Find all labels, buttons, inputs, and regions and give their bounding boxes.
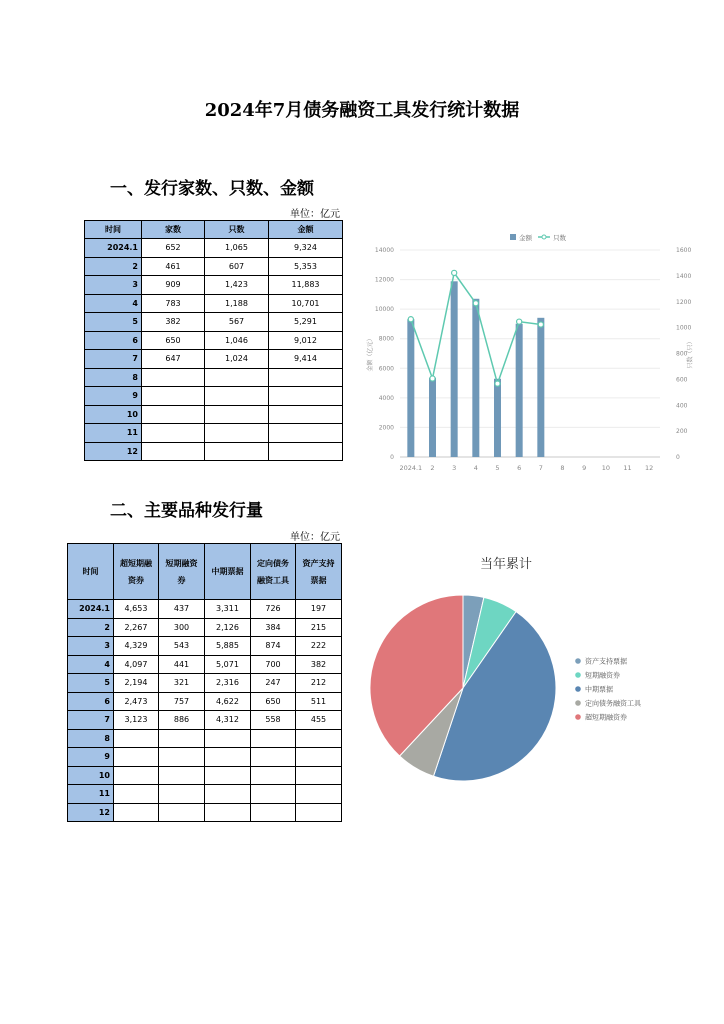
x-tick-label: 6 xyxy=(517,464,522,472)
table-cell: 5,291 xyxy=(269,313,343,332)
issuance-combo-chart xyxy=(360,226,700,478)
table-cell: 558 xyxy=(251,711,296,730)
table-cell: 4,329 xyxy=(114,637,159,656)
table-cell xyxy=(251,785,296,804)
y-left-tick-label: 14000 xyxy=(374,247,394,254)
y-left-tick-label: 2000 xyxy=(378,424,394,432)
y-right-tick-label: 600 xyxy=(676,376,688,384)
table-cell: 4,097 xyxy=(114,655,159,674)
pie-legend-label: 定向债务融资工具 xyxy=(585,699,641,708)
table-cell: 455 xyxy=(296,711,342,730)
table-cell: 2,267 xyxy=(114,618,159,637)
table-cell xyxy=(296,785,342,804)
y-right-tick-label: 1000 xyxy=(676,324,692,332)
table-row xyxy=(68,655,342,674)
table-cell: 1,423 xyxy=(205,276,269,295)
table-cell: 247 xyxy=(251,674,296,693)
row-header-cell: 4 xyxy=(68,655,114,674)
table-cell: 2,126 xyxy=(205,618,251,637)
table-cell xyxy=(114,785,159,804)
table-cell xyxy=(251,803,296,822)
row-header-cell: 8 xyxy=(85,368,142,387)
table-cell: 9,324 xyxy=(269,239,343,258)
row-header-cell: 5 xyxy=(68,674,114,693)
table-cell: 2,473 xyxy=(114,692,159,711)
row-header-cell: 12 xyxy=(85,442,142,461)
table-cell xyxy=(205,387,269,406)
table-row xyxy=(85,442,343,461)
y-right-tick-label: 1400 xyxy=(676,272,692,280)
table-row xyxy=(85,424,343,443)
table2-unit-label: 单位：亿元 xyxy=(290,532,340,543)
table-cell: 3,311 xyxy=(205,600,251,619)
table-row xyxy=(68,803,342,822)
row-header-cell: 5 xyxy=(85,313,142,332)
product-volume-table xyxy=(67,543,342,822)
table-cell: 1,188 xyxy=(205,294,269,313)
table-cell: 461 xyxy=(142,257,205,276)
column-header: 只数 xyxy=(205,221,269,239)
table-row xyxy=(85,313,343,332)
bar-amount xyxy=(472,299,479,457)
line-count-point xyxy=(430,376,435,381)
table-cell: 382 xyxy=(296,655,342,674)
row-header-cell: 9 xyxy=(68,748,114,767)
table-cell xyxy=(159,729,205,748)
table-cell: 10,701 xyxy=(269,294,343,313)
table-cell: 382 xyxy=(142,313,205,332)
bar-amount xyxy=(429,378,436,457)
y-left-tick-label: 12000 xyxy=(374,276,394,284)
pie-legend-swatch xyxy=(575,658,581,664)
x-tick-label: 3 xyxy=(452,464,457,472)
table-cell: 2,194 xyxy=(114,674,159,693)
y-left-tick-label: 6000 xyxy=(378,365,394,373)
column-header: 时间 xyxy=(68,544,114,600)
row-header-cell: 6 xyxy=(68,692,114,711)
table-row xyxy=(68,711,342,730)
y-right-tick-label: 400 xyxy=(676,402,688,410)
y-left-axis-label: 金额（亿元） xyxy=(367,335,374,372)
table-cell: 4,622 xyxy=(205,692,251,711)
table-cell xyxy=(205,785,251,804)
table-cell xyxy=(296,729,342,748)
pie-legend-label: 资产支持票据 xyxy=(585,657,627,666)
legend-count-marker xyxy=(542,235,546,239)
table-row xyxy=(85,294,343,313)
pie-legend-label: 超短期融资券 xyxy=(585,713,627,722)
x-tick-label: 2 xyxy=(430,464,435,472)
table-cell xyxy=(114,729,159,748)
x-tick-label: 11 xyxy=(623,464,632,472)
table-cell: 700 xyxy=(251,655,296,674)
table-cell xyxy=(159,803,205,822)
table-cell xyxy=(114,748,159,767)
table-cell: 3,123 xyxy=(114,711,159,730)
table-cell xyxy=(296,803,342,822)
table-row xyxy=(68,600,342,619)
table-row xyxy=(85,368,343,387)
table-cell xyxy=(296,748,342,767)
table-row xyxy=(85,331,343,350)
table-row xyxy=(68,766,342,785)
y-right-tick-label: 1600 xyxy=(676,247,692,254)
table-cell xyxy=(269,424,343,443)
table-cell: 650 xyxy=(142,331,205,350)
table-cell: 9,414 xyxy=(269,350,343,369)
table-cell: 215 xyxy=(296,618,342,637)
table-cell: 321 xyxy=(159,674,205,693)
table-cell: 783 xyxy=(142,294,205,313)
table-row xyxy=(68,729,342,748)
table-cell: 567 xyxy=(205,313,269,332)
document-title: 2024年7月债务融资工具发行统计数据 xyxy=(204,100,520,121)
column-header: 资产支持票据 xyxy=(296,544,342,600)
line-count-point xyxy=(452,270,457,275)
column-header: 中期票据 xyxy=(205,544,251,600)
x-tick-label: 4 xyxy=(473,464,478,472)
table-row xyxy=(85,257,343,276)
table-cell xyxy=(159,766,205,785)
x-tick-label: 5 xyxy=(495,464,500,472)
table-cell: 384 xyxy=(251,618,296,637)
table-row xyxy=(85,276,343,295)
table-cell xyxy=(251,748,296,767)
table-cell: 11,883 xyxy=(269,276,343,295)
table-row xyxy=(68,785,342,804)
column-header: 金额 xyxy=(269,221,343,239)
column-header: 超短期融资券 xyxy=(114,544,159,600)
x-tick-label: 8 xyxy=(560,464,565,472)
table-cell xyxy=(269,442,343,461)
table-cell xyxy=(205,405,269,424)
table-cell: 212 xyxy=(296,674,342,693)
table-cell xyxy=(269,368,343,387)
section2-title: 二、主要品种发行量 xyxy=(110,501,263,521)
table-cell xyxy=(142,368,205,387)
row-header-cell: 3 xyxy=(68,637,114,656)
y-right-tick-label: 1200 xyxy=(676,298,692,306)
pie-title: 当年累计 xyxy=(479,557,533,572)
legend-amount-swatch xyxy=(510,234,516,240)
cumulative-pie-chart xyxy=(360,550,690,790)
column-header: 短期融资券 xyxy=(159,544,205,600)
issuance-table xyxy=(84,220,343,461)
table-cell: 1,065 xyxy=(205,239,269,258)
pie-legend-label: 中期票据 xyxy=(585,685,613,694)
table-cell: 300 xyxy=(159,618,205,637)
pie-legend-label: 短期融资券 xyxy=(585,671,620,680)
row-header-cell: 8 xyxy=(68,729,114,748)
line-count-point xyxy=(538,322,543,327)
row-header-cell: 11 xyxy=(85,424,142,443)
table-row xyxy=(68,674,342,693)
column-header: 定向债务融资工具 xyxy=(251,544,296,600)
column-header: 时间 xyxy=(85,221,142,239)
table-cell: 5,071 xyxy=(205,655,251,674)
pie-legend-swatch xyxy=(575,686,581,692)
row-header-cell: 7 xyxy=(68,711,114,730)
table-cell xyxy=(142,405,205,424)
table-cell xyxy=(269,405,343,424)
row-header-cell: 4 xyxy=(85,294,142,313)
table-cell xyxy=(114,803,159,822)
line-count-point xyxy=(495,381,500,386)
table-cell xyxy=(205,424,269,443)
x-tick-label: 7 xyxy=(538,464,543,472)
table-cell: 9,012 xyxy=(269,331,343,350)
row-header-cell: 3 xyxy=(85,276,142,295)
table-cell xyxy=(205,729,251,748)
table-cell: 197 xyxy=(296,600,342,619)
table-cell xyxy=(142,424,205,443)
table-cell xyxy=(296,766,342,785)
table-cell: 437 xyxy=(159,600,205,619)
table-cell xyxy=(205,368,269,387)
table-cell xyxy=(159,785,205,804)
bar-amount xyxy=(407,319,414,457)
legend-amount-label: 金额 xyxy=(519,234,532,242)
table-cell xyxy=(251,766,296,785)
table-cell: 2,316 xyxy=(205,674,251,693)
line-count-point xyxy=(473,301,478,306)
row-header-cell: 2 xyxy=(68,618,114,637)
row-header-cell: 2 xyxy=(85,257,142,276)
table-cell: 647 xyxy=(142,350,205,369)
table-cell: 4,312 xyxy=(205,711,251,730)
table-cell: 4,653 xyxy=(114,600,159,619)
pie-legend-swatch xyxy=(575,672,581,678)
table-row xyxy=(85,239,343,258)
x-tick-label: 10 xyxy=(601,464,610,472)
y-right-tick-label: 800 xyxy=(676,350,688,358)
table-cell: 726 xyxy=(251,600,296,619)
table-cell: 441 xyxy=(159,655,205,674)
table-cell: 607 xyxy=(205,257,269,276)
row-header-cell: 12 xyxy=(68,803,114,822)
table-cell: 222 xyxy=(296,637,342,656)
table-cell xyxy=(205,748,251,767)
table-cell: 757 xyxy=(159,692,205,711)
table-cell: 909 xyxy=(142,276,205,295)
table-cell: 543 xyxy=(159,637,205,656)
section1-title: 一、发行家数、只数、金额 xyxy=(110,179,314,199)
y-right-tick-label: 200 xyxy=(676,428,688,436)
table-row xyxy=(68,637,342,656)
y-left-tick-label: 4000 xyxy=(378,394,394,402)
table-row xyxy=(85,387,343,406)
table-row xyxy=(68,618,342,637)
pie-legend-swatch xyxy=(575,714,581,720)
row-header-cell: 10 xyxy=(85,405,142,424)
line-count-point xyxy=(517,319,522,324)
row-header-cell: 11 xyxy=(68,785,114,804)
table-cell: 5,885 xyxy=(205,637,251,656)
table-cell xyxy=(142,442,205,461)
table-row xyxy=(85,405,343,424)
column-header: 家数 xyxy=(142,221,205,239)
table-row xyxy=(68,748,342,767)
x-tick-label: 9 xyxy=(582,464,587,472)
pie-legend-swatch xyxy=(575,700,581,706)
bar-amount xyxy=(537,318,544,457)
table-cell: 874 xyxy=(251,637,296,656)
table-cell xyxy=(142,387,205,406)
table-cell: 650 xyxy=(251,692,296,711)
table-cell: 652 xyxy=(142,239,205,258)
legend-count-label: 只数 xyxy=(553,234,566,242)
row-header-cell: 6 xyxy=(85,331,142,350)
table-row xyxy=(85,350,343,369)
y-left-tick-label: 0 xyxy=(390,454,394,461)
x-tick-label: 12 xyxy=(645,464,654,472)
table-cell xyxy=(251,729,296,748)
bar-amount xyxy=(494,379,501,457)
bar-amount xyxy=(451,281,458,457)
y-left-tick-label: 10000 xyxy=(374,306,394,314)
table-cell xyxy=(205,803,251,822)
table-cell xyxy=(114,766,159,785)
bar-amount xyxy=(516,324,523,457)
table-cell xyxy=(159,748,205,767)
table-cell xyxy=(269,387,343,406)
line-count-point xyxy=(408,317,413,322)
y-right-tick-label: 0 xyxy=(676,454,680,461)
table-cell: 1,046 xyxy=(205,331,269,350)
table-cell: 5,353 xyxy=(269,257,343,276)
row-header-cell: 2024.1 xyxy=(85,239,142,258)
row-header-cell: 10 xyxy=(68,766,114,785)
y-right-axis-label: 只数（只） xyxy=(687,338,694,369)
row-header-cell: 7 xyxy=(85,350,142,369)
table-cell xyxy=(205,442,269,461)
y-left-tick-label: 8000 xyxy=(378,335,394,343)
table1-unit-label: 单位：亿元 xyxy=(290,209,340,220)
table-cell: 1,024 xyxy=(205,350,269,369)
x-tick-label: 2024.1 xyxy=(399,464,423,472)
table-cell xyxy=(205,766,251,785)
table-row xyxy=(68,692,342,711)
row-header-cell: 2024.1 xyxy=(68,600,114,619)
table-cell: 511 xyxy=(296,692,342,711)
table-cell: 886 xyxy=(159,711,205,730)
row-header-cell: 9 xyxy=(85,387,142,406)
